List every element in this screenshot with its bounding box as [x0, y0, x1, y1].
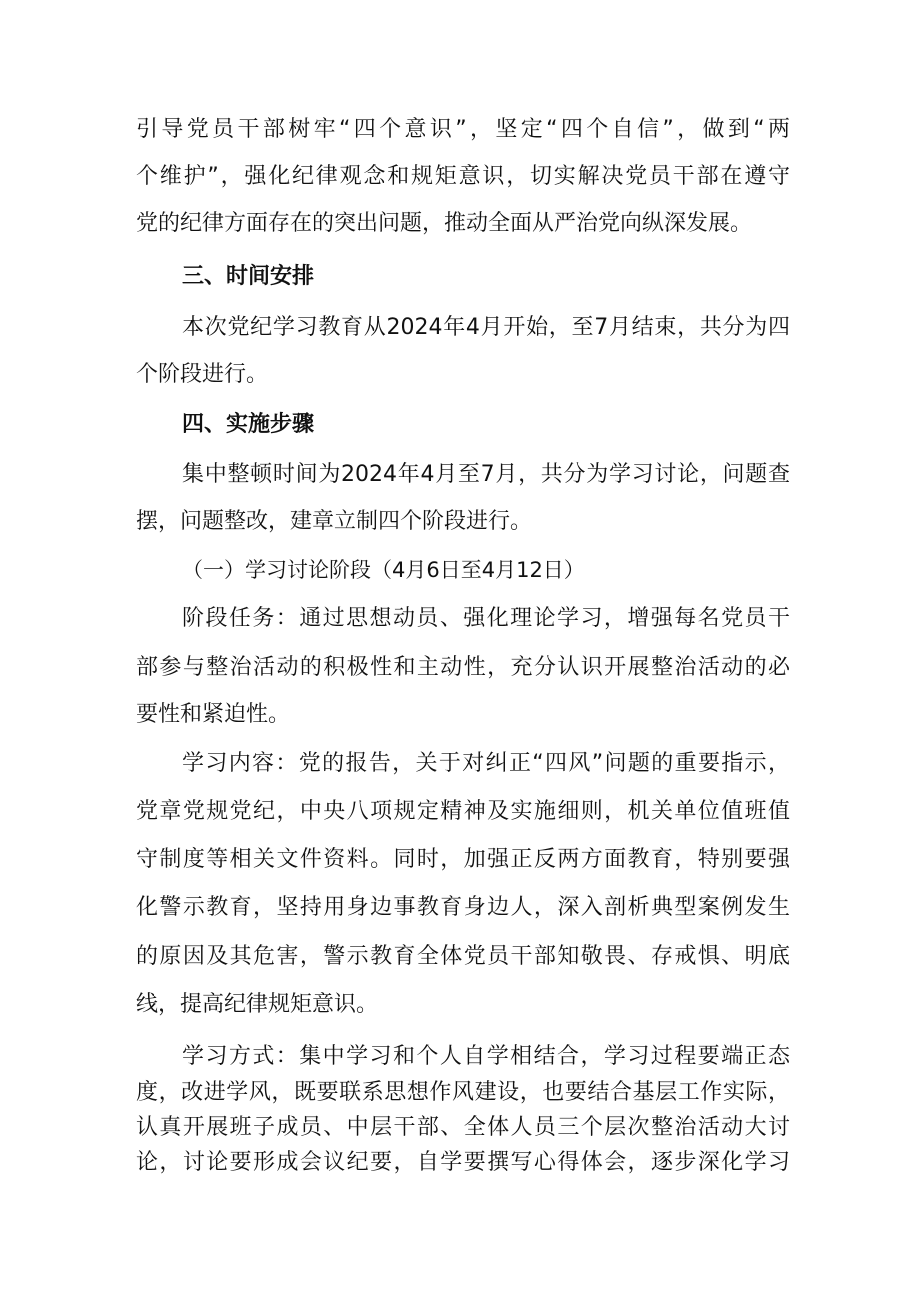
stage1-task-line-2: 部参与整治活动的积极性和主动性，充分认识开展整治活动的必 [136, 655, 790, 680]
stage1-content-line-1: 学习内容：党的报告，关于对纠正“四风”问题的重要指示， [182, 751, 790, 776]
stage1-content-line-3: 守制度等相关文件资料。同时，加强正反两方面教育，特别要强 [136, 847, 790, 872]
section3-line-1: 本次党纪学习教育从2024年4月开始，至7月结束，共分为四 [182, 315, 790, 340]
intro-line-3: 党的纪律方面存在的突出问题，推动全面从严治党向纵深发展。 [136, 211, 753, 236]
stage1-content-line-6: 线，提高纪律规矩意识。 [136, 992, 379, 1017]
stage1-method-line-1: 学习方式：集中学习和个人自学相结合，学习过程要端正态 [182, 1044, 790, 1069]
stage1-method-line-4: 论，讨论要形成会议纪要，自学要撰写心得体会，逐步深化学习 [136, 1150, 790, 1175]
section-heading-time-schedule: 三、时间安排 [182, 264, 315, 289]
section4-line-2: 摆，问题整改，建章立制四个阶段进行。 [136, 509, 533, 534]
section-heading-implementation-steps: 四、实施步骤 [182, 412, 315, 437]
section4-line-1: 集中整顿时间为2024年4月至7月，共分为学习讨论，问题查 [182, 462, 790, 487]
stage1-task-line-1: 阶段任务：通过思想动员、强化理论学习，增强每名党员干 [182, 606, 790, 631]
stage1-content-line-4: 化警示教育，坚持用身边事教育身边人，深入剖析典型案例发生 [136, 895, 790, 920]
stage1-task-line-3: 要性和紧迫性。 [136, 702, 291, 727]
section3-line-2: 个阶段进行。 [136, 362, 269, 387]
stage1-content-line-2: 党章党规党纪，中央八项规定精神及实施细则，机关单位值班值 [136, 799, 790, 824]
intro-line-1: 引导党员干部树牢“四个意识”，坚定“四个自信”，做到“两 [136, 117, 790, 142]
stage1-heading: （一）学习讨论阶段（4月6日至4月12日） [182, 558, 585, 582]
intro-line-2: 个维护”，强化纪律观念和规矩意识，切实解决党员干部在遵守 [136, 164, 790, 189]
stage1-method-line-2: 度，改进学风，既要联系思想作风建设，也要结合基层工作实际， [136, 1080, 790, 1105]
stage1-method-line-3: 认真开展班子成员、中层干部、全体人员三个层次整治活动大讨 [136, 1115, 790, 1140]
stage1-content-line-5: 的原因及其危害，警示教育全体党员干部知敬畏、存戒惧、明底 [136, 944, 790, 969]
